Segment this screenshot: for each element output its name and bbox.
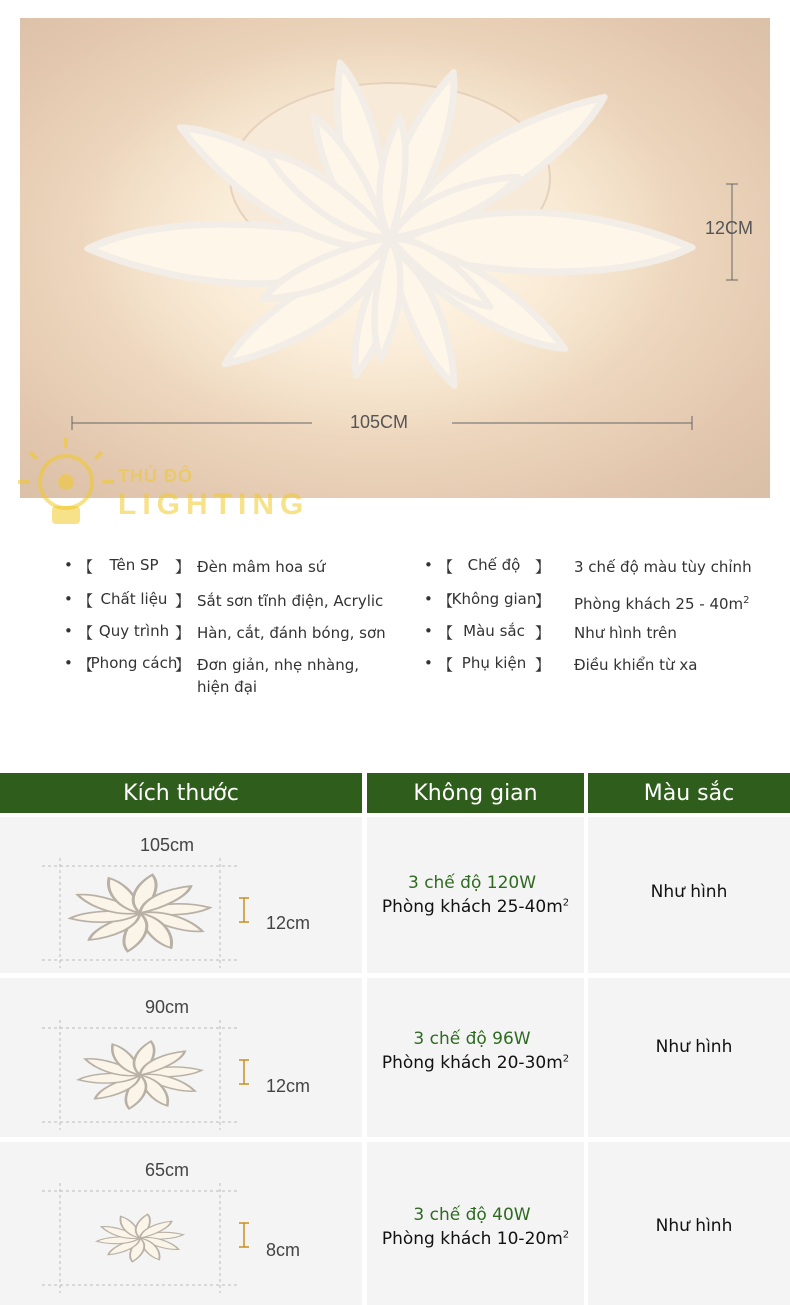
row1-space-cell	[367, 817, 584, 973]
lightbulb-icon	[8, 430, 118, 550]
row1-height-label: 12cm	[266, 913, 311, 933]
row2-room: Phòng khách $20-30m^2$	[381, 1053, 570, 1073]
spec-value: Phòng khách $25 - 40m^2$	[574, 595, 750, 613]
spec-value: Hàn, cắt, đánh bóng, sơn	[197, 624, 386, 642]
bullet: •	[64, 590, 73, 608]
header-color: Màu sắc	[588, 773, 790, 813]
row3-room: Phòng khách $10-20m^2$	[381, 1229, 570, 1249]
row2-color: Như hình	[655, 1037, 733, 1057]
header-space: Không gian	[367, 773, 584, 813]
brand-logo	[8, 430, 318, 550]
bullet: •	[424, 654, 433, 672]
spec-value: Sắt sơn tĩnh điện, Acrylic	[197, 592, 384, 610]
product-photo	[20, 18, 770, 498]
row3-mode: 3 chế độ 40W	[413, 1205, 531, 1225]
height-dimension-label: 12CM	[705, 218, 754, 238]
spec-value: Như hình trên	[574, 624, 677, 642]
row2-width-label: 90cm	[145, 997, 190, 1017]
row2-lamp-diagram	[40, 1020, 270, 1130]
spec-value: Điều khiển từ xa	[574, 656, 698, 674]
row2-color-cell	[588, 978, 790, 1137]
row3-color: Như hình	[655, 1216, 733, 1236]
spec-value: Đơn giản, nhẹ nhàng, hiện đại	[197, 656, 360, 696]
row2-height-label: 12cm	[266, 1076, 311, 1096]
spec-value: Đèn mâm hoa sứ	[197, 558, 326, 576]
height-marker	[239, 898, 249, 922]
bullet: •	[64, 556, 73, 574]
row1-room: Phòng khách $25-40m^2$	[381, 897, 570, 917]
row1-color: Như hình	[650, 882, 728, 902]
row1-mode: 3 chế độ 120W	[407, 873, 537, 893]
bullet: •	[424, 622, 433, 640]
row2-mode: 3 chế độ 96W	[413, 1029, 531, 1049]
row1-width-label: 105cm	[140, 835, 195, 855]
row3-height-label: 8cm	[266, 1240, 301, 1260]
height-marker	[239, 1060, 249, 1084]
spec-value: 3 chế độ màu tùy chỉnh	[574, 558, 752, 576]
bullet: •	[424, 556, 433, 574]
header-size: Kích thước	[0, 773, 362, 813]
row1-lamp-diagram	[40, 858, 270, 968]
bullet: •	[64, 654, 73, 672]
width-dimension-label: 105CM	[350, 412, 409, 432]
row3-lamp-diagram	[40, 1183, 270, 1293]
bullet: •	[424, 590, 433, 608]
height-marker	[239, 1223, 249, 1247]
row3-width-label: 65cm	[145, 1160, 190, 1180]
logo-text-line1: THỦ ĐÔ	[118, 466, 193, 486]
logo-text-line2: LIGHTING	[118, 488, 310, 521]
bullet: •	[64, 622, 73, 640]
